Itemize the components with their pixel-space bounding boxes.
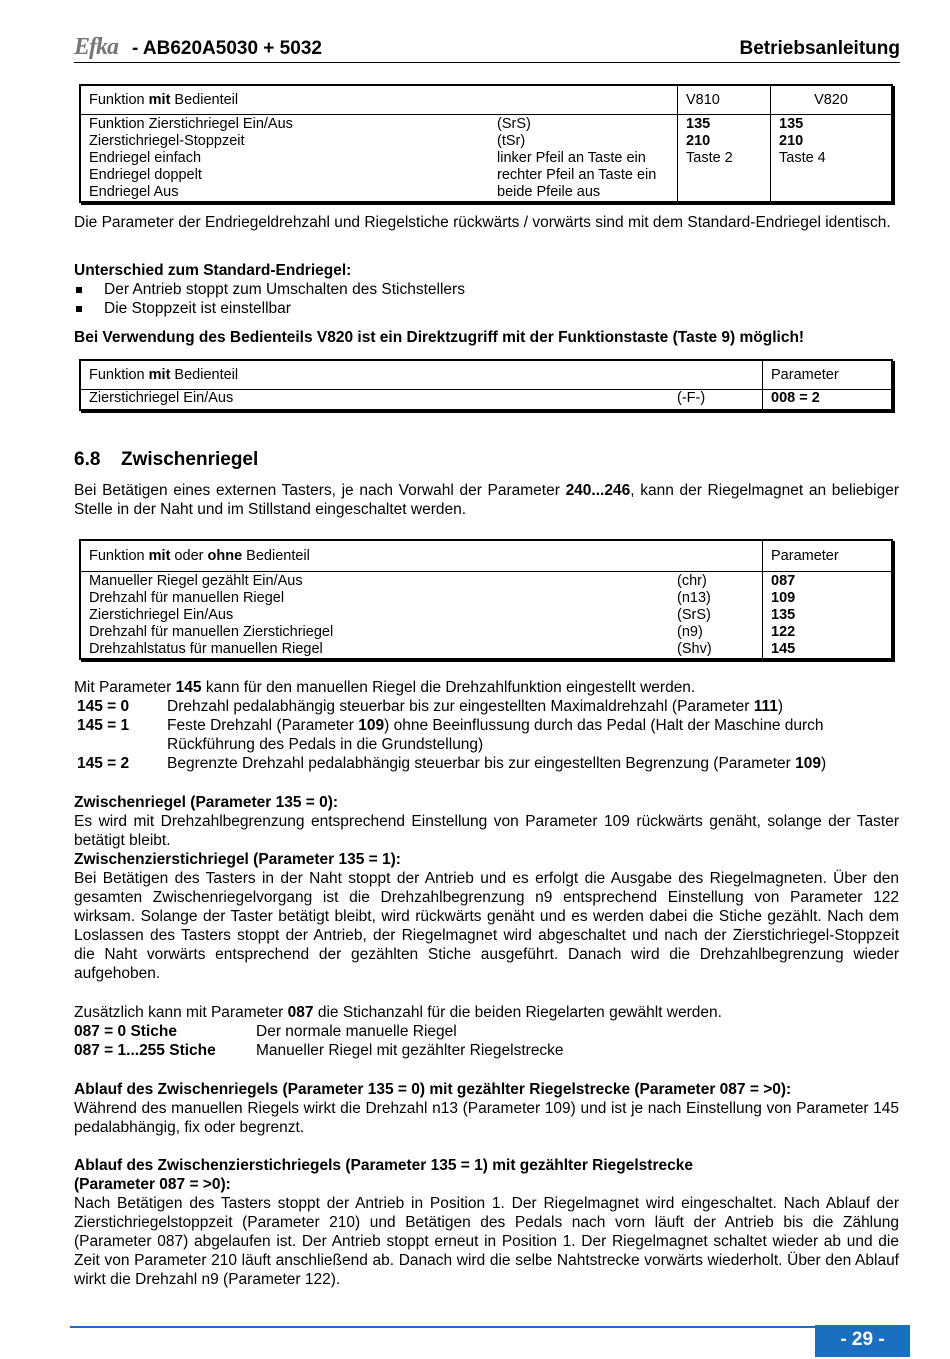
- parameter-145-option-0: 145 = 0 Drehzahl pedalabhängig steuerbar bis zur eingestellten Maximaldrehzahl (Parameter 111): [77, 698, 784, 715]
- v820-column-header: V820: [771, 85, 893, 115]
- zwischenriegel-heading: Zwischenriegel (Parameter 135 = 0):: [74, 794, 339, 811]
- parameter-list: 087 109 135 122 145: [763, 572, 893, 660]
- ablauf-zwischenzierstichriegel: [74, 1156, 899, 1289]
- difference-list: [74, 280, 899, 318]
- function-list: Manueller Riegel gezählt Ein/Aus Drehzahl für manuellen Riegel Zierstichriegel Ein/Aus Drehzahl für manuellen Zierstichriegel Drehzahlstatus für manuellen Riegel: [89, 573, 334, 657]
- ablauf-zwischenzierstichriegel-text: Nach Betätigen des Tasters stoppt der Antrieb in Position 1. Der Riegelmagnet wird eingeschaltet. Nach Ablauf der Zierstichriegelstoppzeit (Parameter 210) und Betätigen des Pedals nach vorn läuft der Antrieb bis die Zählung (Parameter 087) abgelaufen ist. Der Antrieb stoppt erneut in Position 1. Der Riegelmagnet schaltet wieder ab und die Zeit von Parameter 210 läuft anschließend ab. Danach wird die selbe Nahtstrecke vorwärts wiederholt. Über den Ablauf wirkt die Drehzahl n9 (Parameter 122).: [74, 1195, 899, 1288]
- parameter-145-option-2: 145 = 2 Begrenzte Drehzahl pedalabhängig steuerbar bis zur eingestellten Begrenzung (Parameter 109): [77, 755, 827, 772]
- zwischenriegel-text: Es wird mit Drehzahlbegrenzung entsprechend Einstellung von Parameter 109 rückwärts genäht, solange der Taster betätigt bleibt.: [74, 813, 899, 849]
- list-item: Der Antrieb stoppt zum Umschalten des Stichstellers: [74, 280, 899, 299]
- function-cell: Zierstichriegel Ein/Aus: [89, 390, 234, 406]
- table-header-row: [80, 85, 892, 115]
- efka-logo: Efka: [74, 34, 118, 60]
- difference-heading: Unterschied zum Standard-Endriegel:: [74, 262, 352, 279]
- parameter-column-header: Parameter: [763, 540, 893, 572]
- function-column-header: Funktion mit oder ohne Bedienteil: [80, 540, 763, 572]
- zwischenriegel-modes: [74, 793, 899, 983]
- zwischenzierstichriegel-text: Bei Betätigen des Tasters in der Naht stoppt der Antrieb und es erfolgt die Ausgabe des Riegelmagneten. Über den gesamten Zwischenriegelvorgang ist die Drehzahlbegrenzung n9 entsprechend Einstellung von Parameter 122 wirksam. Solange der Taster betätigt bleibt, wird rückwärts genäht und es werden dabei die Stiche gezählt. Nach dem Loslassen des Tasters stoppt der Antrieb, der Riegelmagnet wird abgeschaltet und nach der Zierstichriegel-Stoppzeit die Naht vorwärts entsprechend der gezählten Stiche ausgeführt. Danach wird die Drehzahlbegrenzung wieder aufgehoben.: [74, 870, 899, 982]
- ablauf-zwischenriegel-heading: Ablauf des Zwischenriegels (Parameter 135 = 0) mit gezählter Riegelstrecke (Parameter 087 = >0):: [74, 1081, 792, 1098]
- function-column-header: Funktion mit Bedienteil: [80, 360, 763, 390]
- document-title: - AB620A5030 + 5032: [132, 38, 322, 59]
- ablauf-zwischenzierstichriegel-heading: Ablauf des Zwischenzierstichriegels (Parameter 135 = 1) mit gezählter Riegelstrecke: [74, 1157, 693, 1174]
- parameter-cell: 008 = 2: [763, 390, 893, 411]
- page-number: - 29 -: [815, 1325, 910, 1357]
- endriegel-function-table: [79, 84, 893, 203]
- parameter-087-intro: Zusätzlich kann mit Parameter 087 die Stichanzahl für die beiden Riegelarten gewählt werden.: [74, 1004, 722, 1021]
- parameter-column-header: Parameter: [763, 360, 893, 390]
- footer-rule: [70, 1326, 815, 1328]
- endriegel-parameter-note: Die Parameter der Endriegeldrehzahl und Riegelstiche rückwärts / vorwärts sind mit dem Standard-Endriegel identisch.: [74, 214, 891, 231]
- page-header: [74, 36, 900, 63]
- zwischenriegel-parameter-table: [79, 539, 893, 660]
- parameter-087-option-0: 087 = 0 Stiche Der normale manuelle Riegel: [74, 1023, 457, 1040]
- table-row: [80, 572, 892, 660]
- ablauf-zwischenriegel: [74, 1080, 899, 1137]
- zwischenzierstichriegel-heading: Zwischenzierstichriegel (Parameter 135 = 1):: [74, 851, 401, 868]
- table-row: [80, 115, 892, 203]
- parameter-145-description: [74, 678, 899, 773]
- code-list: (SrS) (tSr) linker Pfeil an Taste ein rechter Pfeil an Taste ein beide Pfeile aus: [497, 116, 657, 200]
- v810-values: 135 210 Taste 2: [678, 115, 771, 203]
- v820-direct-access-note: Bei Verwendung des Bedienteils V820 ist ein Direktzugriff mit der Funktionstaste (Taste 9) möglich!: [74, 329, 805, 346]
- section-intro: Bei Betätigen eines externen Tasters, je nach Vorwahl der Parameter 240...246, kann der Riegelmagnet an beliebiger Stelle in der Naht und im Stillstand eingeschaltet werden.: [74, 482, 899, 518]
- table-row: [80, 390, 892, 411]
- parameter-145-intro: Mit Parameter 145 kann für den manuellen Riegel die Drehzahlfunktion eingestellt werden.: [74, 679, 696, 696]
- table-header-row: [80, 360, 892, 390]
- code-list: (chr) (n13) (SrS) (n9) (Shv): [677, 573, 712, 657]
- ablauf-zwischenriegel-text: Während des manuellen Riegels wirkt die Drehzahl n13 (Parameter 109) und ist je nach Einstellung von Parameter 145 pedalabhängig, fix oder begrenzt.: [74, 1100, 899, 1136]
- parameter-145-option-1: 145 = 1 Feste Drehzahl (Parameter 109) ohne Beeinflussung durch das Pedal (Halt der Maschine durch Rückführung des Pedals in die Grundstellung): [77, 717, 824, 753]
- section-heading: 6.8 Zwischenriegel: [74, 449, 259, 470]
- v810-column-header: V810: [678, 85, 771, 115]
- list-item: Die Stoppzeit ist einstellbar: [74, 299, 899, 318]
- parameter-087-description: [74, 1003, 899, 1060]
- document-type: Betriebsanleitung: [739, 38, 900, 59]
- parameter-087-option-1: 087 = 1...255 Stiche Manueller Riegel mit gezählter Riegelstrecke: [74, 1042, 564, 1059]
- table-header-row: [80, 540, 892, 572]
- function-column-header: Funktion mit Bedienteil: [80, 85, 678, 115]
- ablauf-zwischenzierstichriegel-heading-cont: (Parameter 087 = >0):: [74, 1176, 231, 1193]
- code-cell: (-F-): [677, 390, 706, 406]
- v820-values: 135 210 Taste 4: [771, 115, 893, 203]
- zierstichriegel-parameter-table: [79, 359, 893, 411]
- function-list: Funktion Zierstichriegel Ein/Aus Zierstichriegel-Stoppzeit Endriegel einfach Endriegel doppelt Endriegel Aus: [89, 116, 293, 200]
